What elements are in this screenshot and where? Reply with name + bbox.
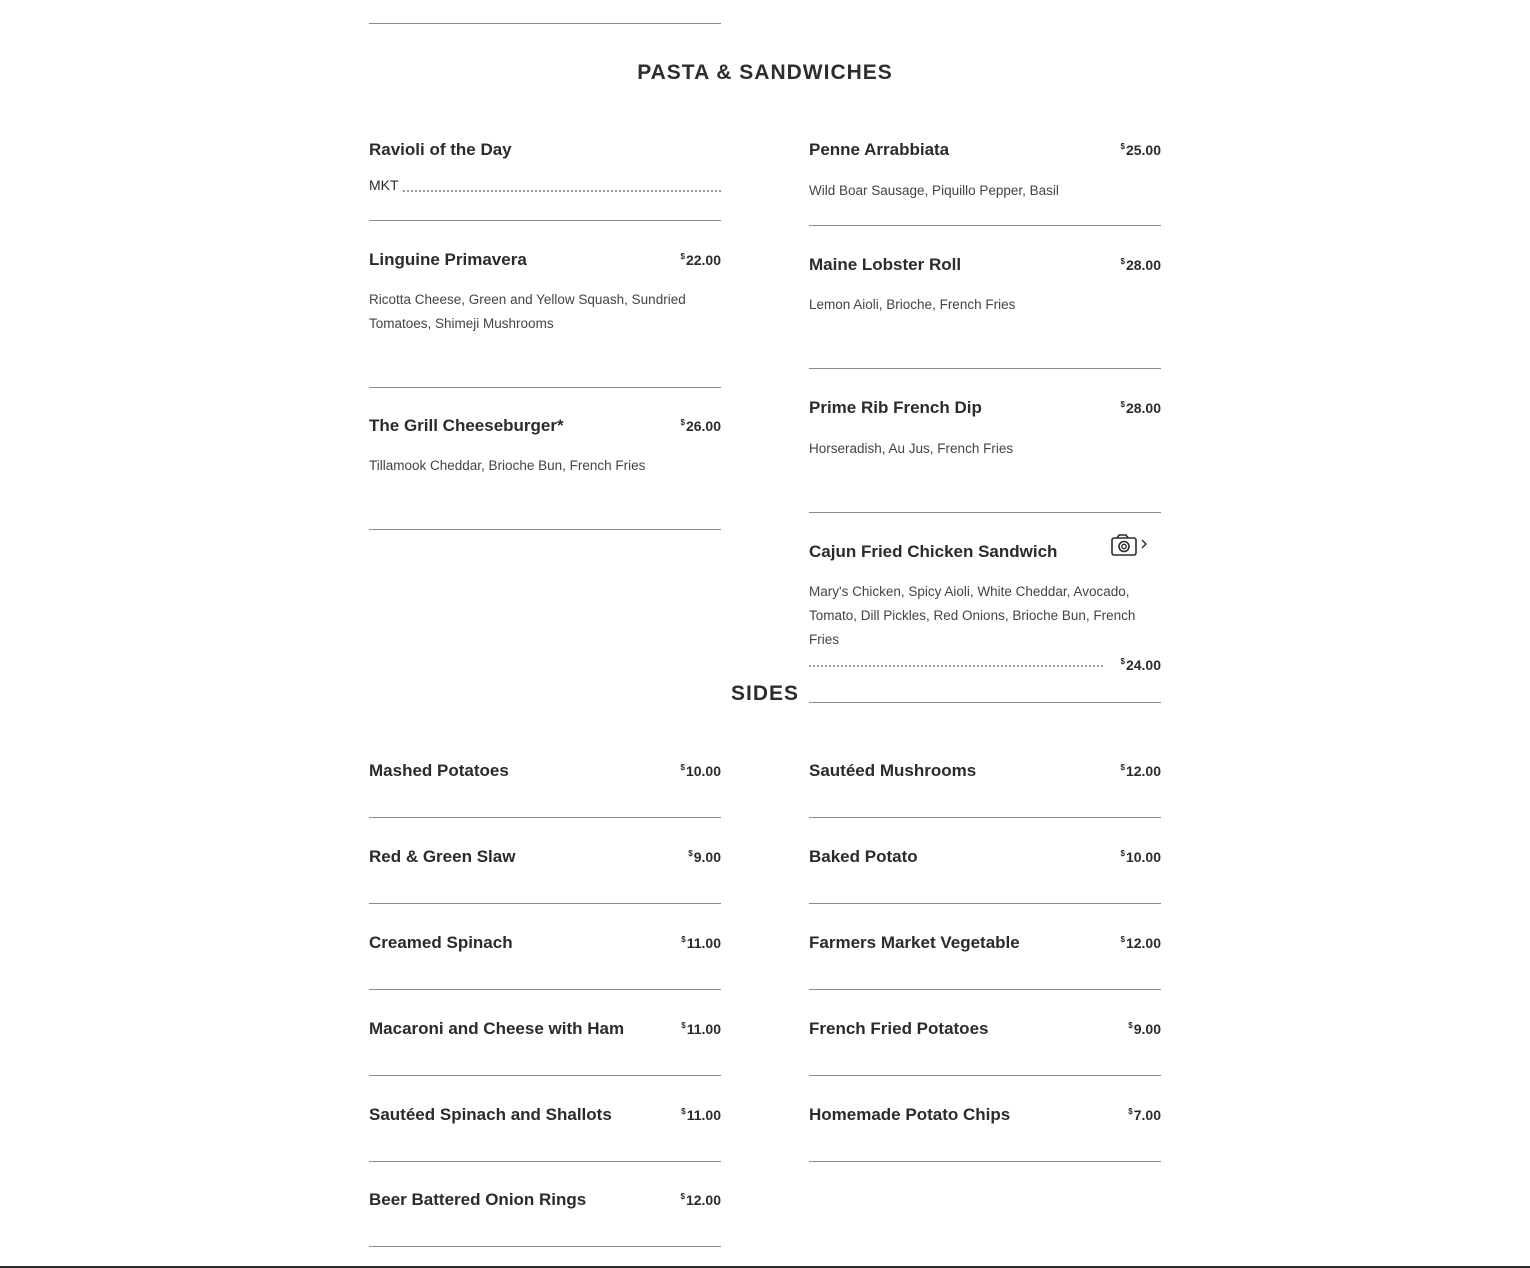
sides-left-column: [369, 761, 721, 1247]
menu-item-creamed-spinach[interactable]: [369, 933, 721, 990]
menu-item-sauteed-spinach[interactable]: [369, 1105, 721, 1162]
dot-leader: [403, 190, 721, 192]
item-description: Lemon Aioli, Brioche, French Fries: [809, 297, 1016, 312]
menu-item-mashed-potatoes[interactable]: [369, 761, 721, 818]
item-price: $12.00: [1120, 763, 1161, 779]
item-price: $28.00: [1120, 257, 1161, 273]
market-price-label: MKT: [369, 177, 402, 193]
item-name: Prime Rib French Dip: [809, 398, 982, 417]
item-name: The Grill Cheeseburger*: [369, 416, 564, 435]
item-price: $26.00: [680, 418, 721, 434]
item-name: Penne Arrabbiata: [809, 140, 950, 159]
item-name: Creamed Spinach: [369, 933, 513, 952]
item-name: Sautéed Mushrooms: [809, 761, 977, 780]
item-price: $7.00: [1128, 1107, 1161, 1123]
item-name: Sautéed Spinach and Shallots: [369, 1105, 612, 1124]
menu-item-cheeseburger[interactable]: [369, 416, 721, 530]
menu-item-french-fried-potatoes[interactable]: [809, 1019, 1161, 1076]
item-price: $10.00: [1120, 849, 1161, 865]
section-title-pasta-sandwiches: PASTA & SANDWICHES: [637, 61, 893, 84]
dot-leader: [809, 665, 1103, 667]
item-name: Homemade Potato Chips: [809, 1105, 1011, 1124]
item-name: Maine Lobster Roll: [809, 255, 962, 274]
menu-item-baked-potato[interactable]: [809, 847, 1161, 904]
menu-item-farmers-market-vegetable[interactable]: [809, 933, 1161, 990]
item-price: $22.00: [680, 252, 721, 268]
menu-item-linguine[interactable]: [369, 250, 721, 388]
item-price: $11.00: [681, 1107, 721, 1123]
market-price-row: [369, 177, 721, 197]
pasta-left-column: [369, 140, 721, 530]
item-name: Linguine Primavera: [369, 250, 527, 269]
menu-item-mac-and-cheese[interactable]: [369, 1019, 721, 1076]
item-price: $11.00: [681, 935, 721, 951]
divider: [369, 23, 721, 24]
item-price: $11.00: [681, 1021, 721, 1037]
pasta-right-column: [809, 140, 1161, 703]
menu-item-slaw[interactable]: [369, 847, 721, 904]
sides-right-column: [809, 761, 1161, 1162]
section-title-sides: SIDES: [730, 682, 800, 705]
item-description: Tillamook Cheddar, Brioche Bun, French Fries: [369, 458, 646, 473]
item-price: $25.00: [1120, 142, 1161, 158]
item-price: $9.00: [688, 849, 721, 865]
item-name: Cajun Fried Chicken Sandwich: [809, 542, 1058, 561]
item-description: Ricotta Cheese, Green and Yellow Squash, Sundried Tomatoes, Shimeji Mushrooms: [369, 292, 686, 331]
chevron-right-icon: [1142, 540, 1146, 548]
item-price: $28.00: [1120, 400, 1161, 416]
item-name: French Fried Potatoes: [809, 1019, 989, 1038]
item-name: Ravioli of the Day: [369, 140, 512, 159]
menu-item-potato-chips[interactable]: [809, 1105, 1161, 1162]
item-price: $12.00: [680, 1192, 721, 1208]
item-name: Baked Potato: [809, 847, 918, 866]
menu-item-onion-rings[interactable]: [369, 1190, 721, 1247]
view-photo-button[interactable]: [1111, 534, 1149, 558]
item-description: Mary's Chicken, Spicy Aioli, White Cheddar, Avocado, Tomato, Dill Pickles, Red Onions, Brioche Bun, French Fries: [809, 584, 1136, 647]
menu-item-cajun-chicken[interactable]: [809, 542, 1161, 703]
menu-item-french-dip[interactable]: [809, 398, 1161, 513]
menu-item-ravioli[interactable]: [369, 140, 721, 221]
item-name: Farmers Market Vegetable: [809, 933, 1020, 952]
item-price: $10.00: [680, 763, 721, 779]
item-description: Horseradish, Au Jus, French Fries: [809, 441, 1014, 456]
menu-item-lobster-roll[interactable]: [809, 255, 1161, 369]
menu-item-sauteed-mushrooms[interactable]: [809, 761, 1161, 818]
camera-icon: [1111, 534, 1149, 558]
menu-item-penne[interactable]: [809, 140, 1161, 226]
item-price: $12.00: [1120, 935, 1161, 951]
item-price: $24.00: [1120, 657, 1161, 673]
item-name: Beer Battered Onion Rings: [369, 1190, 587, 1209]
item-description: Wild Boar Sausage, Piquillo Pepper, Basil: [809, 183, 1059, 198]
item-price: $9.00: [1128, 1021, 1161, 1037]
item-name: Macaroni and Cheese with Ham: [369, 1019, 625, 1038]
item-name: Red & Green Slaw: [369, 847, 516, 866]
item-name: Mashed Potatoes: [369, 761, 509, 780]
